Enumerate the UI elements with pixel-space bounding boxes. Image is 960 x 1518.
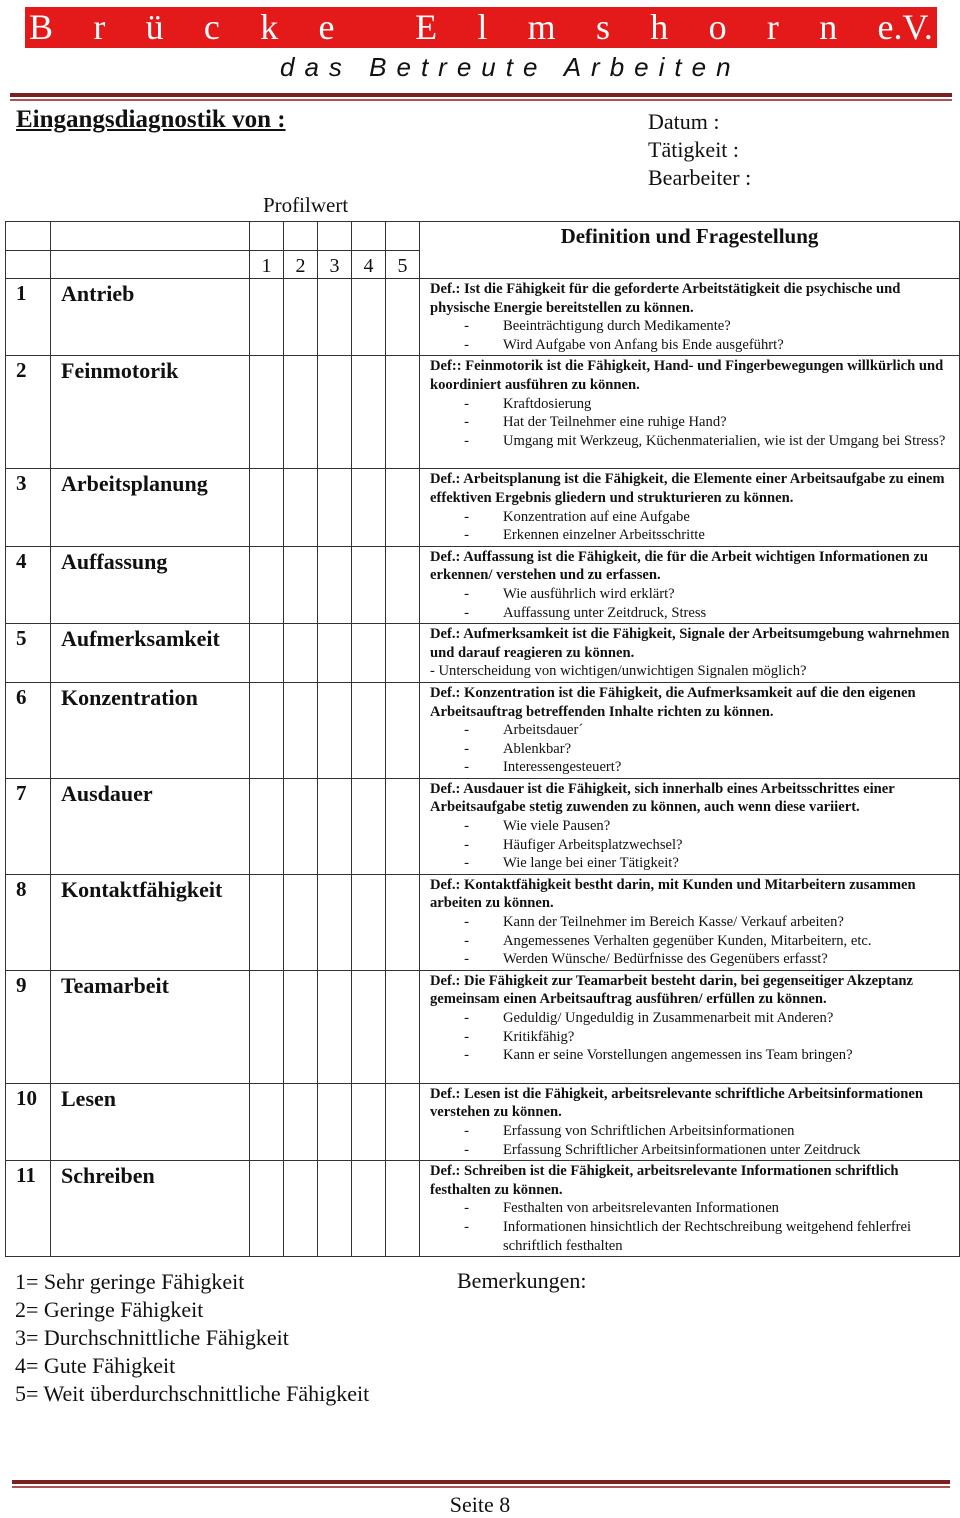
scale-2: 2 [284,251,318,279]
table-row [6,279,960,356]
banner-letter: c [203,7,220,47]
rating-cell-1[interactable] [250,970,284,1083]
question-item: - Wie ausführlich wird erklärt? [464,585,675,602]
rating-cell-5[interactable] [386,682,420,778]
table-row [6,970,960,1083]
row-number: 10 [6,1083,51,1160]
divider-bottom-thin [12,1486,950,1488]
definition-text: Def.: Ausdauer ist die Fähigkeit, sich innerhalb eines Arbeitsschrittes einer Arbeitsaufgabe stetig zuwenden zu können, auch wenn diese variiert. [430,780,895,816]
row-number: 3 [6,469,51,546]
legend-item: 4= Gute Fähigkeit [15,1353,176,1378]
rating-cell-5[interactable] [386,279,420,356]
definition-cell [420,469,960,546]
question-item: - Werden Wünsche/ Bedürfnisse des Gegenübers erfasst? [464,951,828,968]
question-item: - Festhalten von arbeitsrelevanten Informationen [464,1200,779,1217]
remarks-label: Bemerkungen: [457,1268,587,1293]
rating-cell-1[interactable] [250,1083,284,1160]
rating-cell-4[interactable] [352,624,386,683]
rating-cell-4[interactable] [352,469,386,546]
legend-item: 1= Sehr geringe Fähigkeit [15,1269,245,1294]
banner-letter: e [318,7,335,47]
question-item: - Informationen hinsichtlich der Rechtschreibung weitgehend fehlerfrei schriftlich festhalten [464,1218,912,1254]
rating-cell-2[interactable] [284,1161,318,1257]
rating-cell-3[interactable] [318,546,352,623]
question-item: - Hat der Teilnehmer eine ruhige Hand? [464,414,727,431]
row-number: 9 [6,970,51,1083]
rating-cell-2[interactable] [284,1083,318,1160]
definition-cell [420,778,960,874]
question-item: - Beeinträchtigung durch Medikamente? [464,318,731,335]
banner-letter: o [708,7,727,47]
row-number: 2 [6,356,51,469]
question-item: - Ablenkbar? [464,740,572,757]
definition-text: Def:: Feinmotorik ist die Fähigkeit, Hand- und Fingerbewegungen willkürlich und koordiniert ausführen zu können. [430,358,944,393]
definition-text: Def.: Ist die Fähigkeit für die geforderte Arbeitstätigkeit die psychische und physische Energie bereitstellen zu können. [430,281,901,316]
banner-letter: s [595,7,610,47]
rating-cell-1[interactable] [250,356,284,469]
banner-letter: m [527,7,556,47]
row-number: 11 [6,1161,51,1257]
skill-name: Konzentration [51,682,250,778]
row-number: 4 [6,546,51,623]
rating-cell-3[interactable] [318,682,352,778]
question-item: - Erkennen einzelner Arbeitsschritte [464,527,705,544]
rating-cell-2[interactable] [284,279,318,356]
date-label: Datum : [648,109,720,134]
question-item: - Erfassung von Schriftlichen Arbeitsinformationen [464,1123,795,1139]
question-item: - Häufiger Arbeitsplatzwechsel? [464,836,683,853]
banner-letter: r [93,7,106,47]
banner-letter: n [819,7,838,47]
definition-cell [420,970,960,1083]
question-item: - Kann der Teilnehmer im Bereich Kasse/ Verkauf arbeiten? [464,914,844,931]
question-item: - Umgang mit Werkzeug, Küchenmaterialien, wie ist der Umgang bei Stress? [464,432,946,449]
table-row [6,778,960,874]
definition-text: Def.: Konzentration ist die Fähigkeit, die Aufmerksamkeit auf die den eigenen Arbeitsauftrag betreffenden Inhalte richten zu können. [430,684,916,720]
rating-cell-5[interactable] [386,1161,420,1257]
definition-text: Def.: Aufmerksamkeit ist die Fähigkeit, Signale der Arbeitsumgebung wahrnehmen und darauf reagieren zu können. [430,626,950,661]
definition-header: Definition und Fragestellung [420,222,960,279]
rating-cell-2[interactable] [284,970,318,1083]
question-item: - Arbeitsdauer´ [464,722,584,739]
scale-1: 1 [250,251,284,279]
rating-cell-5[interactable] [386,874,420,970]
rating-cell-3[interactable] [318,469,352,546]
rating-cell-2[interactable] [284,546,318,623]
rating-cell-5[interactable] [386,469,420,546]
subtitle: das Betreute Arbeiten [280,52,741,82]
question-item: - Interessengesteuert? [464,759,622,776]
row-number: 6 [6,682,51,778]
rating-cell-3[interactable] [318,778,352,874]
question-item: - Kann er seine Vorstellungen angemessen ins Team bringen? [464,1047,853,1064]
rating-cell-1[interactable] [250,546,284,623]
divider-top [10,93,952,97]
rating-cell-4[interactable] [352,356,386,469]
question-item: - Wird Aufgabe von Anfang bis Ende ausgeführt? [464,336,784,353]
table-row [6,1161,960,1257]
rating-cell-4[interactable] [352,546,386,623]
table-row [6,546,960,623]
row-number: 5 [6,624,51,683]
legend-item: 5= Weit überdurchschnittliche Fähigkeit [15,1381,370,1406]
banner-letter: h [650,7,669,47]
skill-name: Teamarbeit [51,970,250,1083]
definition-text: Def.: Auffassung ist die Fähigkeit, die für die Arbeit wichtigen Informationen zu erkennen/ verstehen und zu erfassen. [430,548,928,584]
rating-cell-1[interactable] [250,1161,284,1257]
banner-letter: B [29,7,54,47]
rating-cell-4[interactable] [352,1161,386,1257]
definition-text: Def.: Die Fähigkeit zur Teamarbeit besteht darin, bei gegenseitiger Akzeptanz gemeinsam einen Arbeitsauftrag ausführen/ erfüllen zu können. [430,972,914,1008]
rating-cell-3[interactable] [318,874,352,970]
rating-cell-3[interactable] [318,624,352,683]
definition-text: Def.: Lesen ist die Fähigkeit, arbeitsrelevante schriftliche Arbeitsinformationen verstehen zu können. [430,1085,924,1121]
question-item: - Geduldig/ Ungeduldig in Zusammenarbeit mit Anderen? [464,1010,834,1026]
definition-text: Def.: Arbeitsplanung ist die Fähigkeit, die Elemente einer Arbeitsaufgabe zu einem effektiven Ergebnis gliedern und strukturieren zu können. [430,471,945,506]
skill-name: Lesen [51,1083,250,1160]
row-number: 7 [6,778,51,874]
legend-item: 3= Durchschnittliche Fähigkeit [15,1325,289,1350]
skill-name: Feinmotorik [51,356,250,469]
definition-cell [420,279,960,356]
banner-letter: e.V. [877,7,933,47]
question-item: - Konzentration auf eine Aufgabe [464,508,690,525]
page-number: Seite 8 [449,1492,511,1517]
rating-cell-1[interactable] [250,624,284,683]
rating-cell-1[interactable] [250,874,284,970]
rating-cell-2[interactable] [284,778,318,874]
question-item: - Unterscheidung von wichtigen/unwichtigen Signalen möglich? [430,663,807,680]
organization-name [25,7,937,48]
definition-text: Def.: Kontaktfähigkeit bestht darin, mit Kunden und Mitarbeitern zusammen arbeiten zu können. [430,876,916,912]
editor-label: Bearbeiter : [648,165,752,190]
scale-3: 3 [318,251,352,279]
profile-label: Profilwert [263,193,349,217]
form-title: Eingangsdiagnostik von : [16,106,286,133]
table-row [6,356,960,469]
question-item: - Wie viele Pausen? [464,818,611,835]
rating-cell-5[interactable] [386,1083,420,1160]
rating-cell-3[interactable] [318,1161,352,1257]
rating-cell-5[interactable] [386,546,420,623]
row-number: 8 [6,874,51,970]
rating-cell-5[interactable] [386,778,420,874]
rating-cell-3[interactable] [318,356,352,469]
header-banner [25,7,937,48]
rating-cell-2[interactable] [284,356,318,469]
skill-name: Auffassung [51,546,250,623]
question-item: - Auffassung unter Zeitdruck, Stress [464,604,707,621]
rating-cell-3[interactable] [318,279,352,356]
skill-name: Ausdauer [51,778,250,874]
skill-name: Schreiben [51,1161,250,1257]
skill-name: Antrieb [51,279,250,356]
rating-cell-1[interactable] [250,469,284,546]
table-row [6,682,960,778]
scale-5: 5 [386,251,420,279]
rating-cell-3[interactable] [318,1083,352,1160]
rating-cell-3[interactable] [318,970,352,1083]
table-row [6,469,960,546]
rating-cell-4[interactable] [352,778,386,874]
banner-letter: E [415,7,438,47]
header-row [6,222,960,251]
question-item: - Erfassung Schriftlicher Arbeitsinformationen unter Zeitdruck [464,1141,861,1158]
question-item: - Kritikfähig? [464,1028,575,1045]
rating-cell-4[interactable] [352,970,386,1083]
definition-cell [420,1083,960,1160]
banner-letter: ü [145,7,164,47]
question-item: - Wie lange bei einer Tätigkeit? [464,855,679,872]
definition-cell [420,546,960,623]
divider-bottom [12,1480,950,1484]
skill-name: Kontaktfähigkeit [51,874,250,970]
definition-cell [420,874,960,970]
activity-label: Tätigkeit : [648,137,740,162]
question-item: - Angemessenes Verhalten gegenüber Kunden, Mitarbeitern, etc. [464,932,872,949]
definition-cell [420,624,960,683]
skill-name: Aufmerksamkeit [51,624,250,683]
question-item: - Kraftdosierung [464,395,592,412]
rating-cell-2[interactable] [284,874,318,970]
rating-cell-5[interactable] [386,970,420,1083]
definition-cell [420,1161,960,1257]
definition-cell [420,356,960,469]
rating-cell-2[interactable] [284,682,318,778]
rating-cell-1[interactable] [250,778,284,874]
banner-letter: r [766,7,779,47]
rating-cell-4[interactable] [352,874,386,970]
banner-letter: l [477,7,488,47]
assessment-table [5,221,960,1257]
scale-4: 4 [352,251,386,279]
rating-cell-2[interactable] [284,469,318,546]
definition-cell [420,682,960,778]
rating-cell-1[interactable] [250,682,284,778]
rating-cell-5[interactable] [386,356,420,469]
rating-cell-4[interactable] [352,279,386,356]
rating-cell-4[interactable] [352,1083,386,1160]
rating-cell-2[interactable] [284,624,318,683]
definition-text: Def.: Schreiben ist die Fähigkeit, arbeitsrelevante Informationen schriftlich festhalten zu können. [430,1163,899,1198]
rating-cell-4[interactable] [352,682,386,778]
divider-top-thin [10,99,952,101]
row-number: 1 [6,279,51,356]
rating-legend [15,1268,369,1408]
legend-item: 2= Geringe Fähigkeit [15,1297,204,1322]
rating-cell-5[interactable] [386,624,420,683]
skill-name: Arbeitsplanung [51,469,250,546]
table-row [6,874,960,970]
table-row [6,624,960,683]
rating-cell-1[interactable] [250,279,284,356]
table-row [6,1083,960,1160]
banner-letter: k [260,7,279,47]
